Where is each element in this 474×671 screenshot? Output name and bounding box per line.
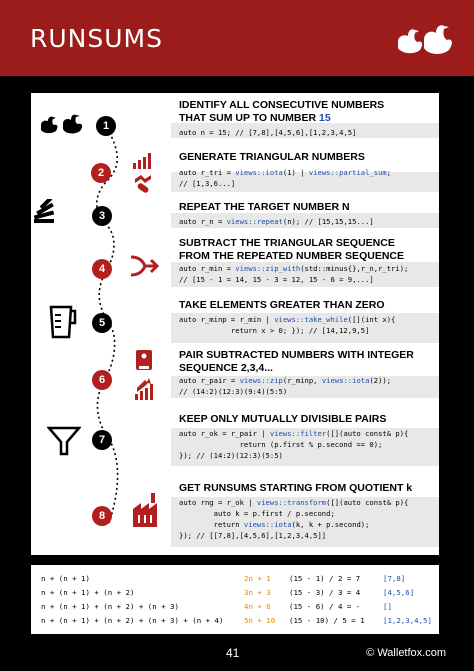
- ducks-icon: [39, 110, 87, 136]
- step-number-7: 7: [92, 430, 112, 450]
- step-number-2: 2: [91, 163, 111, 183]
- step-2-code-line-2: // [1,3,6...]: [179, 179, 236, 188]
- step-2: [179, 151, 437, 189]
- stack-icon: [31, 199, 59, 229]
- step-7: [179, 413, 437, 461]
- step-8-code-line-2: auto k = p.first / p.second;: [179, 509, 335, 518]
- step-3-title: REPEAT THE TARGET NUMBER N: [179, 201, 350, 213]
- step-3: [179, 201, 437, 227]
- step-1-title-line-1: IDENTIFY ALL CONSECUTIVE NUMBERS: [179, 99, 385, 111]
- step-1-title-text: THAT SUM UP TO NUMBER: [179, 112, 320, 124]
- step-4: [179, 237, 437, 285]
- factory-icon: [131, 491, 161, 531]
- two-ducks-icon: [392, 18, 454, 58]
- formula-sum-3: 4n + 6: [244, 602, 271, 611]
- step-7-code-line-1: auto r_ok = r_pair | views::filter([](auto const& p){: [179, 429, 409, 438]
- step-8-code-line-3: return views::iota(k, k + p.second);: [179, 520, 370, 529]
- step-number-6: 6: [92, 370, 112, 390]
- step-7-title: KEEP ONLY MUTUALLY DIVISIBLE PAIRS: [179, 413, 387, 425]
- step-8-title: GET RUNSUMS STARTING FROM QUOTIENT k: [179, 482, 413, 494]
- step-4-code-line-2: // [15 - 1 = 14, 15 - 3 = 12, 15 - 6 = 9,...]: [179, 275, 374, 284]
- growth-chart-icon: [131, 149, 155, 197]
- step-8: [179, 482, 437, 541]
- formula-result-3: []: [383, 602, 392, 611]
- step-4-title-line-1: SUBTRACT THE TRIANGULAR SEQUENCE: [179, 237, 395, 249]
- formula-sum-1: 2n + 1: [244, 574, 271, 583]
- step-7-code-line-3: }); // (14:2)(12:3)(5:5): [179, 451, 283, 460]
- filter-funnel-icon: [47, 426, 81, 456]
- step-number-4: 4: [92, 259, 112, 279]
- formula-result-2: [4,5,6]: [383, 588, 415, 597]
- merge-arrow-icon: [129, 253, 161, 279]
- formula-left-4: n + (n + 1) + (n + 2) + (n + 3) + (n + 4): [41, 616, 224, 625]
- formula-left-3: n + (n + 1) + (n + 2) + (n + 3): [41, 602, 179, 611]
- steps-card: [31, 93, 439, 555]
- step-8-code-line-4: }); // [[7,8],[4,5,6],[1,2,3,4,5]]: [179, 531, 327, 540]
- formula-result-4: [1,2,3,4,5]: [383, 616, 432, 625]
- step-6-title-line-1: PAIR SUBTRACTED NUMBERS WITH INTEGER: [179, 349, 414, 361]
- formula-sum-2: 3n + 3: [244, 588, 271, 597]
- formula-calc-1: (15 - 1) / 2 = 7: [289, 574, 361, 583]
- step-5-title: TAKE ELEMENTS GREATER THAN ZERO: [179, 299, 385, 311]
- step-number-5: 5: [92, 313, 112, 333]
- step-4-code-line-1: auto r_min = views::zip_with(std::minus{},r_n,r_tri);: [179, 264, 409, 273]
- step-6-code-line-2: // (14:2)(12:3)(9:4)(5:5): [179, 387, 288, 396]
- step-4-title-line-2: FROM THE REPEATED NUMBER SEQUENCE: [179, 250, 404, 262]
- step-number-8: 8: [92, 506, 112, 526]
- step-1-title-line-2: [179, 112, 437, 125]
- header-bar: [0, 0, 474, 76]
- page-number: 41: [226, 646, 240, 660]
- formula-calc-3: (15 - 6) / 4 = -: [289, 602, 361, 611]
- step-6-title-line-2: SEQUENCE 2,3,4...: [179, 362, 273, 374]
- page-title: RUNSUMS: [30, 24, 163, 53]
- step-5: [179, 299, 437, 336]
- formula-left-2: n + (n + 1) + (n + 2): [41, 588, 135, 597]
- formula-result-1: [7,8]: [383, 574, 406, 583]
- step-5-code-line-2: return x > 0; }); // [14,12,9,5]: [179, 326, 370, 335]
- step-2-code-line-1: auto r_tri = views::iota(1) | views::partial_sum;: [179, 168, 392, 177]
- step-1: [179, 99, 437, 138]
- step-number-1: 1: [96, 116, 116, 136]
- step-6: [179, 349, 437, 397]
- step-3-code: auto r_n = views::repeat(n); // [15,15,15...]: [179, 217, 374, 226]
- step-number-3: 3: [92, 206, 112, 226]
- formula-left-1: n + (n + 1): [41, 574, 90, 583]
- formula-sum-4: 5n + 10: [244, 616, 276, 625]
- measuring-cup-icon: [47, 303, 77, 339]
- site-credit: © Walletfox.com: [366, 647, 446, 659]
- step-8-code-line-1: auto rng = r_ok | views::transform([](auto const& p){: [179, 498, 409, 507]
- formula-calc-4: (15 - 10) / 5 = 1: [289, 616, 365, 625]
- step-2-title: GENERATE TRIANGULAR NUMBERS: [179, 151, 365, 163]
- formula-box: [31, 565, 439, 634]
- step-6-code-line-1: auto r_pair = views::zip(r_minp, views::iota(2));: [179, 376, 392, 385]
- tag-and-chart-icon: [133, 348, 155, 404]
- step-1-target-number: 15: [319, 112, 331, 124]
- formula-calc-2: (15 - 3) / 3 = 4: [289, 588, 361, 597]
- step-5-code-line-1: auto r_minp = r_min | views::take_while([](int x){: [179, 315, 396, 324]
- step-1-code: auto n = 15; // [7,8],[4,5,6],[1,2,3,4,5]: [179, 128, 357, 137]
- step-7-code-line-2: return (p.first % p.second == 0);: [179, 440, 383, 449]
